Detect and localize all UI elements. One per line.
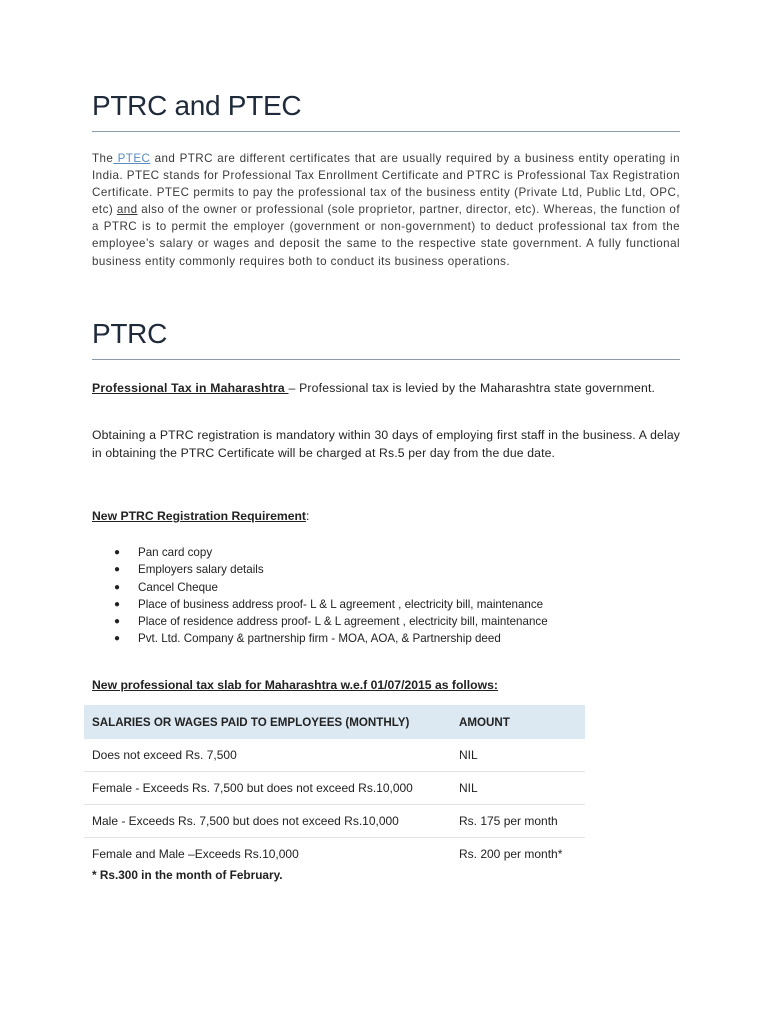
table-row bbox=[84, 805, 585, 838]
amount-cell: Rs. 175 per month bbox=[451, 805, 585, 838]
intro-paragraph bbox=[92, 150, 680, 270]
salary-cell: Male - Exceeds Rs. 7,500 but does not exceed Rs.10,000 bbox=[84, 805, 451, 838]
maharashtra-label: Professional Tax in Maharashtra bbox=[92, 381, 289, 395]
obtaining-paragraph: Obtaining a PTRC registration is mandatory within 30 days of employing first staff in the business. A delay in obtaining the PTRC Certificate will be charged at Rs.5 per day from the due date. bbox=[92, 428, 680, 460]
ptec-link[interactable]: PTEC bbox=[113, 152, 151, 165]
table-header-row bbox=[84, 705, 585, 739]
salary-cell: Female and Male –Exceeds Rs.10,000 bbox=[92, 847, 299, 861]
requirements-list bbox=[92, 544, 548, 648]
list-item bbox=[92, 630, 548, 647]
maharashtra-paragraph bbox=[92, 379, 680, 397]
february-footnote: * Rs.300 in the month of February. bbox=[92, 868, 283, 882]
list-item-text: Place of residence address proof- L & L agreement , electricity bill, maintenance bbox=[138, 615, 548, 629]
bullet-icon: ● bbox=[114, 581, 121, 593]
bullet-icon: ● bbox=[114, 616, 121, 628]
requirements-heading bbox=[92, 509, 309, 523]
list-item bbox=[92, 579, 548, 596]
intro-part-b: also of the owner or professional (sole proprietor, partner, director, etc). Whereas, the function of a PTRC is to permit the employer (government or non-government) to deduct professional tax from the employee’s salary or wages and deposit the same to the respective state government. A fully functional business entity commonly requires both to conduct its business operations. bbox=[92, 203, 680, 268]
salary-cell: Does not exceed Rs. 7,500 bbox=[84, 739, 451, 772]
list-item bbox=[92, 596, 548, 613]
page-title: PTRC and PTEC bbox=[92, 90, 302, 121]
maharashtra-text: – Professional tax is levied by the Maharashtra state government. bbox=[288, 381, 656, 395]
list-item bbox=[92, 613, 548, 630]
intro-part-a: and PTRC are different certificates that are usually required by a business entity operating in India. PTEC stands for Professional Tax Enrollment Certificate and PTRC is Professional Tax Registration Certificate. PTEC permits to pay the professional tax of the business entity (Private Ltd, Public Ltd, OPC, etc) bbox=[92, 152, 680, 217]
list-item-text: Cancel Cheque bbox=[138, 580, 218, 594]
column-header-salaries: SALARIES OR WAGES PAID TO EMPLOYEES (MONTHLY) bbox=[84, 705, 451, 739]
list-item-text: Place of business address proof- L & L agreement , electricity bill, maintenance bbox=[138, 597, 544, 611]
bullet-icon: ● bbox=[114, 547, 121, 558]
salary-cell: Female - Exceeds Rs. 7,500 but does not exceed Rs.10,000 bbox=[84, 772, 451, 805]
list-item-text: Employers salary details bbox=[138, 563, 264, 577]
list-item bbox=[92, 544, 548, 561]
title-divider bbox=[92, 131, 680, 132]
amount-cell: Rs. 200 per month* bbox=[459, 847, 563, 861]
intro-underlined-word: and bbox=[116, 203, 138, 217]
requirements-heading-text: New PTRC Registration Requirement bbox=[92, 509, 306, 523]
list-item-text: Pan card copy bbox=[138, 546, 213, 559]
list-item-text: Pvt. Ltd. Company & partnership firm - MOA, AOA, & Partnership deed bbox=[138, 632, 501, 646]
requirements-heading-suffix: : bbox=[306, 509, 310, 523]
ptrc-heading: PTRC bbox=[92, 318, 168, 349]
table-row bbox=[84, 739, 585, 772]
table-row bbox=[84, 772, 585, 805]
amount-cell: NIL bbox=[451, 772, 585, 805]
column-header-amount: AMOUNT bbox=[451, 705, 585, 739]
list-item bbox=[92, 561, 548, 578]
bullet-icon: ● bbox=[114, 598, 121, 610]
bullet-icon: ● bbox=[114, 633, 121, 645]
amount-cell: NIL bbox=[451, 739, 585, 772]
ptrc-divider bbox=[92, 359, 680, 360]
bullet-icon: ● bbox=[114, 564, 121, 576]
tax-slab-table bbox=[84, 705, 585, 870]
intro-start: The bbox=[92, 152, 114, 165]
table-row bbox=[84, 838, 585, 871]
slab-heading: New professional tax slab for Maharashtra w.e.f 01/07/2015 as follows: bbox=[92, 678, 498, 692]
